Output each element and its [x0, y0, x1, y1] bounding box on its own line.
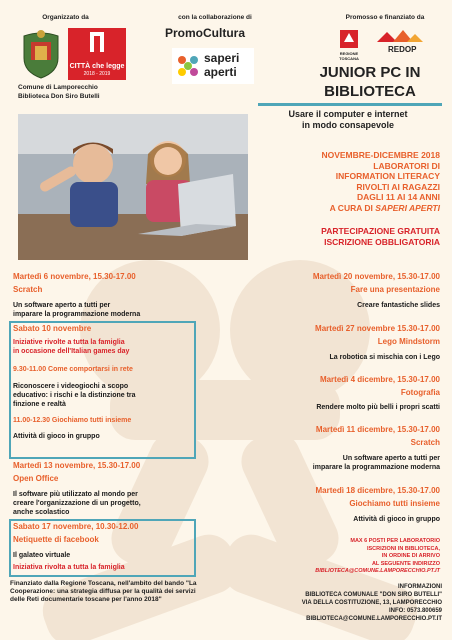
right-event-3-desc-1: Rendere molto più belli i propri scatti — [316, 404, 440, 411]
left-event-1-date: Martedì 6 novembre, 15.30-17.00 — [13, 272, 136, 281]
right-event-4-desc-1: Un software aperto a tutti per — [342, 455, 440, 462]
registration-line-2: ISCRIZIONI IN BIBLIOTECA, — [366, 545, 440, 552]
left-event-2-desc-2: educativo: i rischi e la distinzione tra — [13, 392, 136, 399]
participation-line-2: ISCRIZIONE OBBLIGATORIA — [324, 236, 440, 247]
left-event-2-desc-4: Attività di gioco in gruppo — [13, 433, 100, 440]
funding-line-2: Cooperazione: una strategia diffusa per la qualità dei servizi — [10, 588, 196, 595]
right-event-3-date: Martedì 4 dicembre, 15.30-17.00 — [319, 375, 440, 384]
right-event-2-desc-1: La robotica si mischia con i Lego — [329, 354, 440, 361]
funding-line-3: delle Reti documentarie toscane per l'anno 2018" — [10, 596, 162, 603]
saperi-text: saperi — [204, 51, 240, 65]
right-event-5-date: Martedì 18 dicembre, 15.30-17.00 — [315, 486, 440, 495]
funding-note — [10, 580, 250, 604]
left-event-1-desc-1: Un software aperto a tutti per — [13, 302, 111, 309]
comune-line-2: Biblioteca Don Siro Butelli — [18, 93, 100, 100]
kids-photo-illustration — [18, 114, 248, 260]
left-event-2-session-2: 11.00-12.30 Giochiamo tutti insieme — [13, 417, 132, 424]
promoted-label: Promosso e finanziato da — [345, 14, 425, 21]
registration-line-3: IN ORDINE DI ARRIVO — [381, 553, 440, 559]
subtitle-line-1: Usare il computer e internet — [288, 109, 408, 119]
left-event-2-note-1: Iniziative rivolte a tutta la famiglia — [13, 339, 125, 346]
left-event-2-date: Sabato 10 novembre — [13, 324, 92, 333]
intro-line-2: LABORATORI DI — [373, 160, 440, 171]
funding-line-1: Finanziato dalla Regione Toscana, nell'ambito del bando "La — [10, 580, 197, 587]
right-event-5-desc-1: Attività di gioco in gruppo — [353, 516, 440, 523]
left-event-3-desc-2: creare l'organizzazione di un progetto, — [13, 500, 141, 507]
intro-line-6a: A CURA DI — [329, 202, 376, 213]
left-event-3-date: Martedì 13 novembre, 15.30-17.00 — [13, 461, 141, 470]
regione-toscana-emblem-icon — [338, 28, 360, 50]
right-event-2-title: Lego Mindstorm — [377, 337, 440, 346]
intro-line-5: DAGLI 11 AI 14 ANNI — [357, 192, 440, 202]
redop-figure-icon — [375, 28, 425, 46]
right-event-5-title: Giochiamo tutti insieme — [349, 499, 440, 508]
comune-line-1: Comune di Lamporecchio — [18, 84, 98, 91]
info-heading: INFORMAZIONI — [398, 584, 442, 590]
citta-logo-text: CITTÀ che legge — [69, 63, 125, 70]
left-event-3-desc-1: Il software più utilizzato al mondo per — [13, 491, 138, 498]
intro-line-6 — [255, 203, 440, 214]
left-event-3-title: Open Office — [13, 474, 59, 483]
participation-line-1: PARTECIPAZIONE GRATUITA — [321, 226, 440, 236]
left-event-4-title: Netiquette di facebook — [13, 535, 99, 544]
title-line-1: JUNIOR PC IN — [319, 64, 421, 81]
right-event-4-date: Martedì 11 dicembre, 15.30-17.00 — [315, 425, 440, 434]
info-phone: INFO: 0573.800659 — [388, 608, 442, 614]
intro-line-6b: SAPERI APERTI — [375, 202, 440, 213]
citta-logo-years: 2018 - 2019 — [83, 71, 111, 77]
info-block — [262, 583, 442, 623]
comune-crest-icon — [20, 28, 62, 80]
title-line-2: BIBLIOTECA — [324, 83, 416, 100]
right-event-1-desc-1: Creare fantastiche slides — [357, 302, 440, 309]
left-event-2-desc-1: Riconoscere i videogiochi a scopo — [13, 383, 129, 390]
registration-block — [270, 538, 440, 576]
left-event-2-note-2: in occasione dell'Italian games day — [13, 348, 130, 355]
subtitle-line-2: in modo consapevole — [301, 120, 395, 130]
left-event-1-title: Scratch — [13, 285, 43, 294]
left-event-3-desc-3: anche scolastico — [13, 509, 70, 516]
left-event-1-desc-2: imparare la programmazione moderna — [13, 311, 141, 318]
intro-block — [255, 150, 440, 213]
aperti-text: aperti — [204, 65, 237, 79]
intro-line-3: INFORMATION LITERACY — [335, 171, 440, 181]
title-underline — [258, 103, 442, 106]
saperi-aperti-logo — [172, 48, 254, 84]
kids-with-laptop-photo — [18, 114, 248, 260]
organized-by-label: Organizzato da — [42, 14, 89, 21]
right-event-3-title: Fotografia — [400, 388, 440, 397]
info-email[interactable]: BIBLIOTECA@COMUNE.LAMPORECCHIO.PT.IT — [306, 616, 442, 622]
collaboration-label: con la collaborazione di — [178, 14, 252, 21]
right-event-4-title: Scratch — [410, 438, 440, 447]
intro-line-1: NOVEMBRE-DICEMBRE 2018 — [321, 150, 440, 160]
people-icon — [174, 52, 202, 80]
right-event-4-desc-2: imparare la programmazione moderna — [312, 464, 440, 471]
registration-line-1: MAX 6 POSTI PER LABORATORIO — [350, 538, 440, 544]
right-event-1-date: Martedì 20 novembre, 15.30-17.00 — [312, 272, 440, 281]
right-event-1-title: Fare una presentazione — [350, 285, 440, 294]
left-event-2-session-1: 9.30-11.00 Come comportarsi in rete — [13, 366, 133, 373]
intro-line-4: RIVOLTI AI RAGAZZI — [356, 181, 440, 192]
book-icon — [68, 28, 126, 58]
participation-block — [255, 226, 440, 247]
right-event-2-date: Martedì 27 novembre 15.30-17.00 — [315, 324, 440, 333]
left-event-4-desc-2: Iniziativa rivolta a tutta la famiglia — [13, 564, 125, 571]
left-event-4-desc-1: Il galateo virtuale — [13, 552, 71, 559]
info-address: VIA DELLA COSTITUZIONE, 13, LAMPORECCHIO — [301, 600, 442, 606]
info-library: BIBLIOTECA COMUNALE "DON SIRO BUTELLI" — [305, 592, 442, 598]
registration-line-4: AL SEGUENTE INDIRIZZO — [371, 560, 440, 567]
redop-text: REDOP — [388, 45, 417, 54]
regione-toscana-text: REGIONE TOSCANA — [339, 51, 359, 61]
promocultura-logo: PromoCultura — [165, 26, 246, 40]
citta-che-legge-logo — [68, 28, 126, 80]
left-event-2-desc-3: finzione e realtà — [13, 401, 66, 408]
left-event-4-date: Sabato 17 novembre, 10.30-12.00 — [13, 522, 139, 531]
registration-email[interactable]: BIBLIOTECA@COMUNE.LAMPORECCHIO.PT.IT — [315, 568, 440, 574]
